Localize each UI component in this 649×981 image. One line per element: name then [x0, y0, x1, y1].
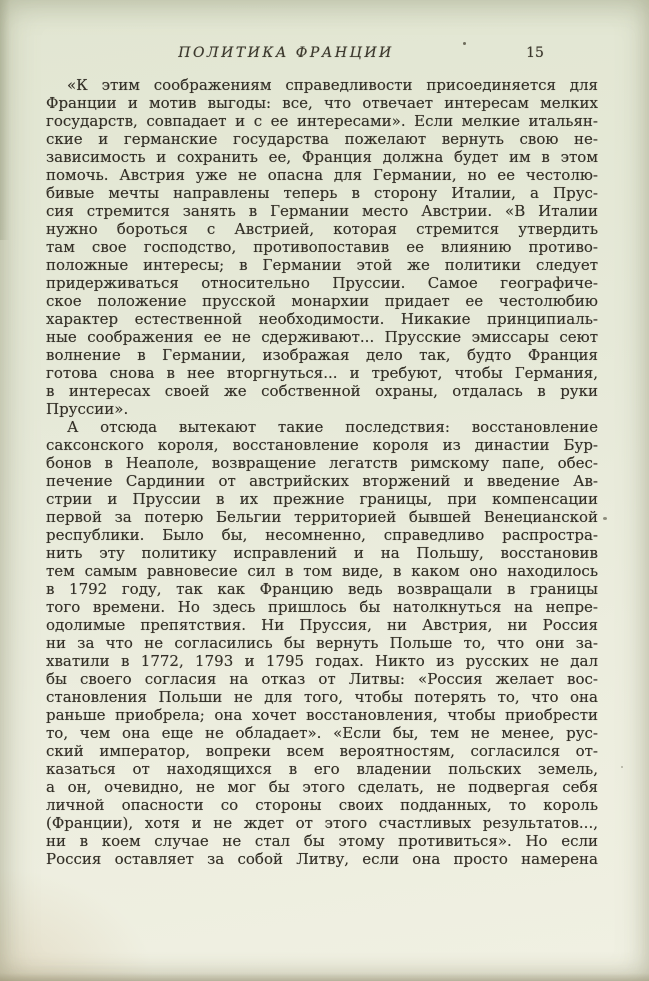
text-line: республики. Было бы, несомненно, справедливо распростра-: [46, 526, 598, 544]
text-line: ные соображения ее не сдерживают... Прусские эмиссары сеют: [46, 328, 598, 346]
text-line: Россия оставляет за собой Литву, если она просто намерена: [46, 850, 598, 868]
text-line: Франции и мотив выгоды: все, что отвечает интересам мелких: [46, 94, 598, 112]
text-line: готова снова в нее вторгнуться... и требуют, чтобы Германия,: [46, 364, 598, 382]
scan-edge-shadow-bottom: [0, 973, 649, 981]
text-line: государств, совпадает и с ее интересами». Если мелкие итальян-: [46, 112, 598, 130]
text-line: казаться от находящихся в его владении польских земель,: [46, 760, 598, 778]
text-line: бонов в Неаполе, возвращение легатств римскому папе, обес-: [46, 454, 598, 472]
text-line: (Франции), хотя и не ждет от этого счастливых результатов...,: [46, 814, 598, 832]
ink-speck: [463, 42, 466, 45]
text-line: того времени. Но здесь пришлось бы натолкнуться на непре-: [46, 598, 598, 616]
paragraph: [46, 418, 598, 868]
text-line: в интересах своей же собственной охраны, отдалась в руки: [46, 382, 598, 400]
text-line: одолимые препятствия. Ни Пруссия, ни Австрия, ни Россия: [46, 616, 598, 634]
text-line: раньше приобрела; она хочет восстановления, чтобы приобрести: [46, 706, 598, 724]
text-line: а он, очевидно, не мог бы этого сделать, не подвергая себя: [46, 778, 598, 796]
text-line: А отсюда вытекают такие последствия: восстановление: [67, 418, 598, 436]
text-line: ское положение прусской монархии придает ее честолюбию: [46, 292, 598, 310]
text-line: печение Сардинии от австрийских вторжений и введение Ав-: [46, 472, 598, 490]
text-line: в 1792 году, так как Францию ведь возвращали в границы: [46, 580, 598, 598]
text-line: сия стремится занять в Германии место Австрии. «В Италии: [46, 202, 598, 220]
text-line: то, чем она еще не обладает». «Если бы, тем не менее, рус-: [46, 724, 598, 742]
text-line: зависимость и сохранить ее, Франция должна будет им в этом: [46, 148, 598, 166]
text-line: придерживаться относительно Пруссии. Самое географиче-: [46, 274, 598, 292]
text-line: хватили в 1772, 1793 и 1795 годах. Никто из русских не дал: [46, 652, 598, 670]
text-line: нужно бороться с Австрией, которая стремится утвердить: [46, 220, 598, 238]
text-line: ский император, вопреки всем вероятностям, согласился от-: [46, 742, 598, 760]
text-line: нить эту политику исправлений и на Польшу, восстановив: [46, 544, 598, 562]
text-line: положные интересы; в Германии этой же политики следует: [46, 256, 598, 274]
text-line: там свое господство, противопоставив ее влиянию противо-: [46, 238, 598, 256]
page-number: 15: [526, 45, 544, 61]
text-line: личной опасности со стороны своих подданных, то король: [46, 796, 598, 814]
text-line: «К этим соображениям справедливости присоединяется для: [67, 76, 598, 94]
paragraph: [46, 76, 598, 418]
text-line: ни в коем случае не стал бы этому противиться». Но если: [46, 832, 598, 850]
text-line: помочь. Австрия уже не опасна для Германии, но ее честолю-: [46, 166, 598, 184]
text-line: ни за что не согласились бы вернуть Польше то, что они за-: [46, 634, 598, 652]
text-line: становления Польши не для того, чтобы потерять то, что она: [46, 688, 598, 706]
text-line: стрии и Пруссии в их прежние границы, при компенсации: [46, 490, 598, 508]
ink-speck: [603, 517, 607, 520]
running-title: ПОЛИТИКА ФРАНЦИИ: [178, 45, 394, 61]
text-line: ские и германские государства пожелают вернуть свою не-: [46, 130, 598, 148]
text-line: характер естественной необходимости. Никакие принципиаль-: [46, 310, 598, 328]
text-line: тем самым равновесие сил в том виде, в каком оно находилось: [46, 562, 598, 580]
text-line: бивые мечты направлены теперь в сторону Италии, а Прус-: [46, 184, 598, 202]
body-text: [46, 76, 598, 868]
text-line: саксонского короля, восстановление короля из династии Бур-: [46, 436, 598, 454]
scan-edge-shadow-left: [0, 0, 10, 240]
text-line: Пруссии».: [46, 400, 129, 418]
text-line: волнение в Германии, изображая дело так, будто Франция: [46, 346, 598, 364]
text-line: бы своего согласия на отказ от Литвы: «Россия желает вос-: [46, 670, 598, 688]
text-line: первой за потерю Бельгии территорией бывшей Венецианской: [46, 508, 598, 526]
ink-speck: [621, 766, 623, 768]
